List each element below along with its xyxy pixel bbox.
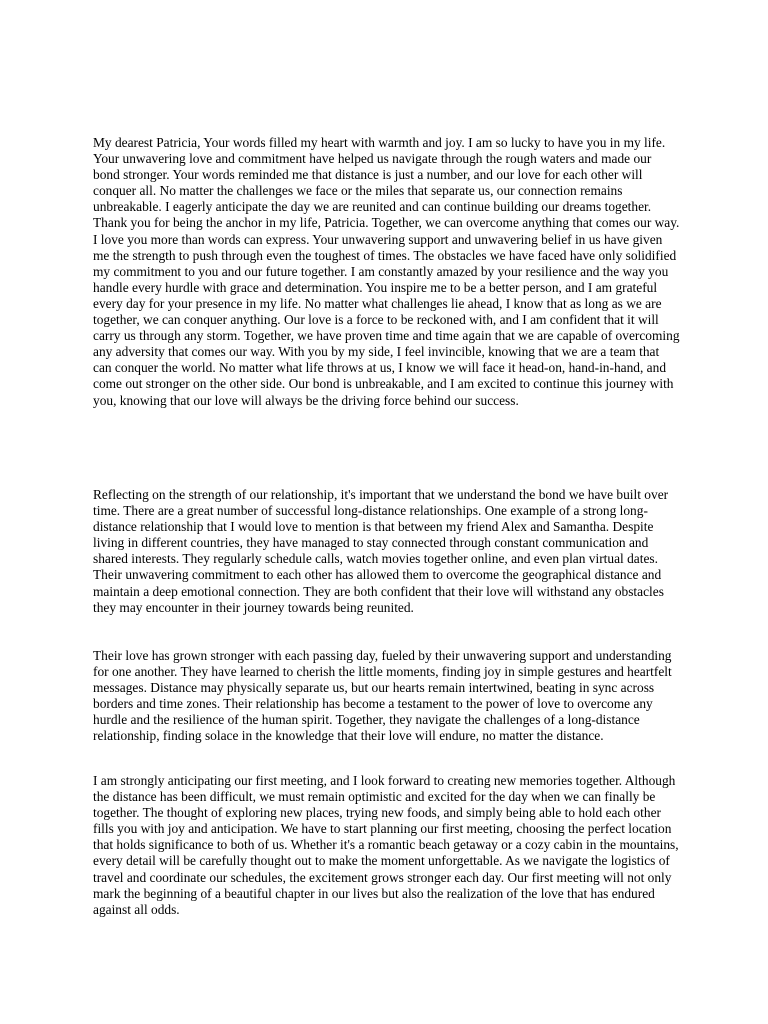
body-paragraph: I am strongly anticipating our first meeting, and I look forward to creating new memories together. Although the distance has been difficult, we must remain optimistic and excited for the day when we can finally be together. The thought of exploring new places, trying new foods, and simply being able to hold each other fills you with joy and anticipation. We have to start planning our first meeting, choosing the perfect location that holds significance to both of us. Whether it's a romantic beach getaway or a cozy cabin in the mountains, every detail will be carefully thought out to make the moment unforgettable. As we navigate the logistics of travel and coordinate our schedules, the excitement grows stronger each day. Our first meeting will not only mark the beginning of a beautiful chapter in our lives but also the realization of the love that has endured against all odds.: [93, 773, 679, 917]
letter-paragraph: My dearest Patricia, Your words filled my heart with warmth and joy. I am so lucky to have you in my life. Your unwavering love and commitment have helped us navigate through the rough waters and made our bond stronger. Your words reminded me that distance is just a number, and our love for each other will conquer all. No matter the challenges we face or the miles that separate us, our connection remains unbreakable. I eagerly anticipate the day we are reunited and can continue building our dreams together. Thank you for being the anchor in my life, Patricia. Together, we can overcome anything that comes our way. I love you more than words can express. Your unwavering support and unwavering belief in us have given me the strength to push through even the toughest of times. The obstacles we have faced have only solidified my commitment to you and our future together. I am constantly amazed by your resilience and the way you handle every hurdle with grace and determination. You inspire me to be a better person, and I am grateful every day for your presence in my life. No matter what challenges lie ahead, I know that as long as we are together, we can conquer anything. Our love is a force to be reckoned with, and I am confident that it will carry us through any storm. Together, we have proven time and time again that we are capable of overcoming any adversity that comes our way. With you by my side, I feel invincible, knowing that we are a team that can conquer the world. No matter what life throws at us, I know we will face it head-on, hand-in-hand, and come out stronger on the other side. Our bond is unbreakable, and I am excited to continue this journey with you, knowing that our love will always be the driving force behind our success.: [93, 135, 680, 408]
body-paragraph: Their love has grown stronger with each passing day, fueled by their unwavering support and understanding for one another. They have learned to cherish the little moments, finding joy in simple gestures and heartfelt messages. Distance may physically separate us, but our hearts remain intertwined, beating in sync across borders and time zones. Their relationship has become a testament to the power of love to overcome any hurdle and the resilience of the human spirit. Together, they navigate the challenges of a long-distance relationship, finding solace in the knowledge that their love will endure, no matter the distance.: [93, 648, 672, 744]
body-paragraph: Reflecting on the strength of our relationship, it's important that we understand the bond we have built over time. There are a great number of successful long-distance relationships. One example of a strong long-distance relationship that I would love to mention is that between my friend Alex and Samantha. Despite living in different countries, they have managed to stay connected through constant communication and shared interests. They regularly schedule calls, watch movies together online, and even plan virtual dates. Their unwavering commitment to each other has allowed them to overcome the geographical distance and maintain a deep emotional connection. They are both confident that their love will withstand any obstacles they may encounter in their journey towards being reunited.: [93, 487, 669, 615]
